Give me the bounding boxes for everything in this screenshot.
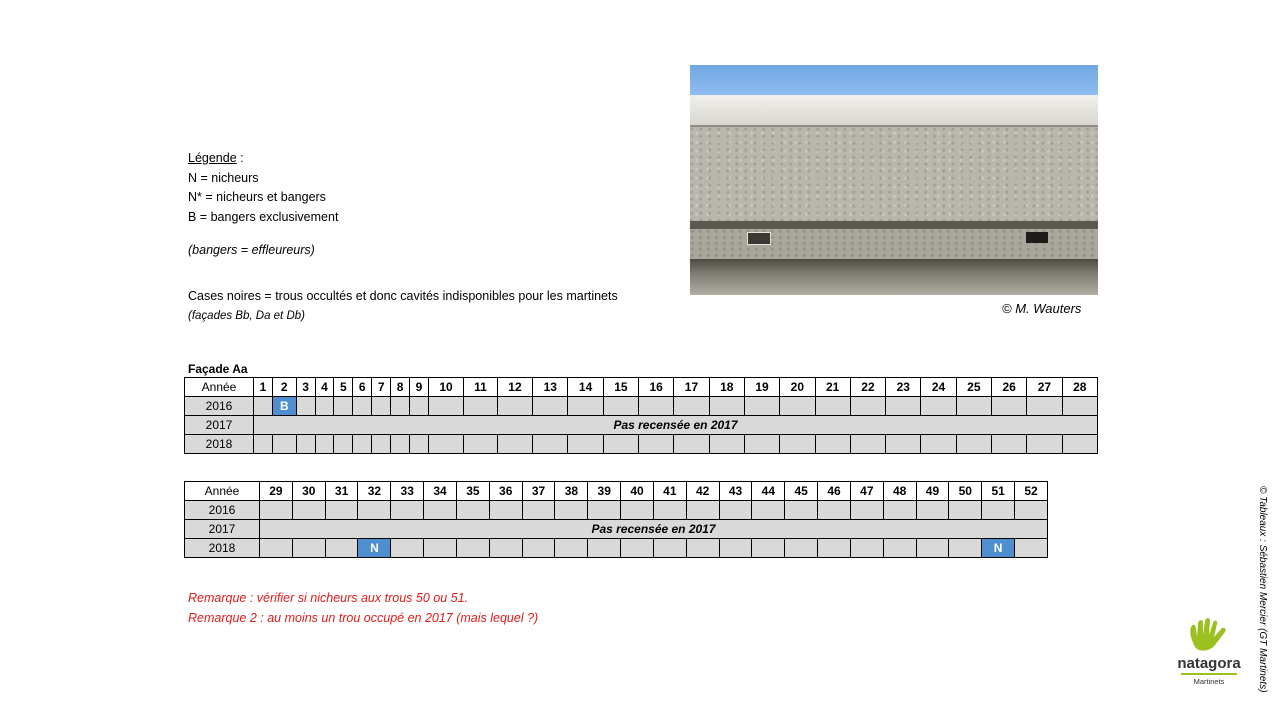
natagora-logo xyxy=(1174,617,1244,695)
year-header: Année xyxy=(185,378,254,397)
empty-cell xyxy=(719,501,752,520)
hole-number: 24 xyxy=(921,378,956,397)
empty-cell xyxy=(921,435,956,454)
empty-cell xyxy=(522,539,555,558)
empty-cell xyxy=(785,501,818,520)
hole-number: 11 xyxy=(464,378,498,397)
empty-cell xyxy=(497,435,532,454)
year-cell: 2018 xyxy=(185,539,260,558)
hole-number: 5 xyxy=(334,378,353,397)
empty-cell xyxy=(296,397,315,416)
hole-number: 12 xyxy=(497,378,532,397)
empty-cell xyxy=(850,501,883,520)
hole-number: 29 xyxy=(260,482,293,501)
empty-cell xyxy=(334,435,353,454)
empty-cell xyxy=(410,435,429,454)
empty-cell xyxy=(674,397,709,416)
empty-cell xyxy=(497,397,532,416)
year-row xyxy=(185,501,1048,520)
empty-cell xyxy=(603,397,638,416)
hole-number: 4 xyxy=(315,378,334,397)
hole-number: 35 xyxy=(456,482,489,501)
side-credit: © Tableaux : Sébastien Mercier (GT Martinets) xyxy=(1257,486,1268,693)
empty-cell xyxy=(709,435,744,454)
empty-cell xyxy=(588,539,621,558)
hole-number: 50 xyxy=(949,482,982,501)
hole-number: 45 xyxy=(785,482,818,501)
hole-number: 34 xyxy=(424,482,457,501)
empty-cell xyxy=(991,435,1026,454)
empty-cell xyxy=(780,397,815,416)
hole-number: 39 xyxy=(588,482,621,501)
empty-cell xyxy=(956,397,991,416)
year-row xyxy=(185,435,1098,454)
empty-cell xyxy=(533,435,568,454)
hole-number: 9 xyxy=(410,378,429,397)
hole-number: 25 xyxy=(956,378,991,397)
empty-cell xyxy=(410,397,429,416)
empty-cell xyxy=(555,539,588,558)
empty-cell xyxy=(883,539,916,558)
nest-hole xyxy=(1026,232,1048,243)
empty-cell xyxy=(325,539,358,558)
hole-number: 15 xyxy=(603,378,638,397)
hole-number: 32 xyxy=(358,482,391,501)
empty-cell xyxy=(372,397,391,416)
empty-cell xyxy=(752,501,785,520)
hole-number: 26 xyxy=(991,378,1026,397)
empty-cell xyxy=(254,435,273,454)
logo-brand: natagora xyxy=(1177,655,1241,672)
empty-cell xyxy=(456,539,489,558)
hole-number: 28 xyxy=(1062,378,1097,397)
hole-number: 19 xyxy=(744,378,779,397)
empty-cell xyxy=(850,435,885,454)
hole-number: 10 xyxy=(428,378,463,397)
empty-cell xyxy=(1015,539,1048,558)
empty-cell xyxy=(785,539,818,558)
hole-number: 22 xyxy=(850,378,885,397)
empty-cell xyxy=(815,397,850,416)
year-cell: 2017 xyxy=(185,520,260,539)
empty-cell xyxy=(391,539,424,558)
not-surveyed-cell: Pas recensée en 2017 xyxy=(254,416,1098,435)
empty-cell xyxy=(780,435,815,454)
empty-cell xyxy=(456,501,489,520)
empty-cell xyxy=(522,501,555,520)
hole-number: 42 xyxy=(686,482,719,501)
empty-cell xyxy=(464,435,498,454)
remark-1: Remarque : vérifier si nicheurs aux trous 50 ou 51. xyxy=(188,591,468,605)
hole-number: 40 xyxy=(621,482,654,501)
year-cell: 2016 xyxy=(185,397,254,416)
empty-cell xyxy=(428,397,463,416)
hand-leaf-icon xyxy=(1185,617,1233,653)
empty-cell xyxy=(296,435,315,454)
hole-number: 49 xyxy=(916,482,949,501)
facades-note: (façades Bb, Da et Db) xyxy=(188,310,305,322)
year-cell: 2018 xyxy=(185,435,254,454)
hole-number: 16 xyxy=(639,378,674,397)
legend-title-suffix: : xyxy=(236,151,244,165)
empty-cell xyxy=(850,539,883,558)
empty-cell xyxy=(916,501,949,520)
hole-number: 37 xyxy=(522,482,555,501)
empty-cell xyxy=(424,539,457,558)
empty-cell xyxy=(653,539,686,558)
empty-cell xyxy=(334,397,353,416)
hole-number: 46 xyxy=(818,482,851,501)
empty-cell xyxy=(260,501,293,520)
empty-cell xyxy=(886,435,921,454)
empty-cell xyxy=(982,501,1015,520)
empty-cell xyxy=(686,539,719,558)
hole-number: 21 xyxy=(815,378,850,397)
hole-number: 1 xyxy=(254,378,273,397)
empty-cell xyxy=(674,435,709,454)
empty-cell xyxy=(621,539,654,558)
empty-cell xyxy=(850,397,885,416)
hole-number: 3 xyxy=(296,378,315,397)
year-header: Année xyxy=(185,482,260,501)
empty-cell xyxy=(916,539,949,558)
empty-cell xyxy=(956,435,991,454)
hole-number: 48 xyxy=(883,482,916,501)
empty-cell xyxy=(818,501,851,520)
empty-cell xyxy=(719,539,752,558)
empty-cell xyxy=(568,397,603,416)
empty-cell xyxy=(949,539,982,558)
hole-number: 44 xyxy=(752,482,785,501)
empty-cell xyxy=(744,397,779,416)
legend-block xyxy=(188,149,618,327)
empty-cell xyxy=(1015,501,1048,520)
empty-cell xyxy=(568,435,603,454)
year-row xyxy=(185,416,1098,435)
hole-number: 23 xyxy=(886,378,921,397)
empty-cell xyxy=(254,397,273,416)
hole-number: 31 xyxy=(325,482,358,501)
facade-table-1 xyxy=(184,377,1098,454)
empty-cell xyxy=(639,397,674,416)
hole-number: 14 xyxy=(568,378,603,397)
empty-cell xyxy=(1062,435,1097,454)
empty-cell xyxy=(815,435,850,454)
hole-number: 51 xyxy=(982,482,1015,501)
legend-item-n-star: N* = nicheurs et bangers xyxy=(188,190,326,204)
empty-cell xyxy=(818,539,851,558)
empty-cell xyxy=(1027,397,1062,416)
black-cells-note: Cases noires = trous occultés et donc cavités indisponibles pour les martinets xyxy=(188,288,618,303)
empty-cell xyxy=(353,435,372,454)
year-row xyxy=(185,397,1098,416)
empty-cell xyxy=(260,539,293,558)
occupancy-mark: N xyxy=(982,539,1015,558)
nest-hole xyxy=(747,232,771,245)
facade-table-2 xyxy=(184,481,1048,558)
bangers-note: (bangers = effleureurs) xyxy=(188,243,315,257)
hole-number: 41 xyxy=(653,482,686,501)
hole-number: 38 xyxy=(555,482,588,501)
empty-cell xyxy=(588,501,621,520)
empty-cell xyxy=(489,539,522,558)
hole-number: 52 xyxy=(1015,482,1048,501)
empty-cell xyxy=(921,397,956,416)
empty-cell xyxy=(272,435,296,454)
table-title: Façade Aa xyxy=(188,362,248,376)
empty-cell xyxy=(424,501,457,520)
empty-cell xyxy=(315,435,334,454)
empty-cell xyxy=(1027,435,1062,454)
empty-cell xyxy=(886,397,921,416)
logo-sub: Martinets xyxy=(1193,677,1225,686)
empty-cell xyxy=(533,397,568,416)
year-row xyxy=(185,539,1048,558)
empty-cell xyxy=(1062,397,1097,416)
hole-number: 8 xyxy=(391,378,410,397)
year-cell: 2016 xyxy=(185,501,260,520)
empty-cell xyxy=(358,501,391,520)
empty-cell xyxy=(639,435,674,454)
hole-number: 13 xyxy=(533,378,568,397)
empty-cell xyxy=(744,435,779,454)
empty-cell xyxy=(883,501,916,520)
remark-2: Remarque 2 : au moins un trou occupé en 2017 (mais lequel ?) xyxy=(188,610,539,625)
legend-item-n: N = nicheurs xyxy=(188,170,259,185)
empty-cell xyxy=(991,397,1026,416)
hole-number: 30 xyxy=(292,482,325,501)
empty-cell xyxy=(949,501,982,520)
hole-number: 47 xyxy=(850,482,883,501)
year-cell: 2017 xyxy=(185,416,254,435)
hole-number: 17 xyxy=(674,378,709,397)
hole-number: 27 xyxy=(1027,378,1062,397)
occupancy-mark: N xyxy=(358,539,391,558)
not-surveyed-cell: Pas recensée en 2017 xyxy=(260,520,1048,539)
empty-cell xyxy=(325,501,358,520)
empty-cell xyxy=(353,397,372,416)
empty-cell xyxy=(391,501,424,520)
facade-photo xyxy=(690,65,1098,295)
empty-cell xyxy=(372,435,391,454)
hole-number: 33 xyxy=(391,482,424,501)
occupancy-mark: B xyxy=(272,397,296,416)
hole-number: 6 xyxy=(353,378,372,397)
empty-cell xyxy=(555,501,588,520)
empty-cell xyxy=(391,435,410,454)
empty-cell xyxy=(621,501,654,520)
empty-cell xyxy=(709,397,744,416)
hole-number: 2 xyxy=(272,378,296,397)
photo-credit: © M. Wauters xyxy=(1002,301,1082,316)
empty-cell xyxy=(489,501,522,520)
empty-cell xyxy=(603,435,638,454)
hole-number: 43 xyxy=(719,482,752,501)
hole-number: 20 xyxy=(780,378,815,397)
empty-cell xyxy=(428,435,463,454)
hole-number: 7 xyxy=(372,378,391,397)
empty-cell xyxy=(464,397,498,416)
remarks xyxy=(188,589,538,628)
empty-cell xyxy=(686,501,719,520)
hole-number: 18 xyxy=(709,378,744,397)
empty-cell xyxy=(391,397,410,416)
year-row xyxy=(185,520,1048,539)
empty-cell xyxy=(752,539,785,558)
empty-cell xyxy=(292,501,325,520)
empty-cell xyxy=(653,501,686,520)
legend-item-b: B = bangers exclusivement xyxy=(188,209,339,224)
empty-cell xyxy=(292,539,325,558)
hole-number: 36 xyxy=(489,482,522,501)
legend-title: Légende xyxy=(188,151,237,165)
empty-cell xyxy=(315,397,334,416)
